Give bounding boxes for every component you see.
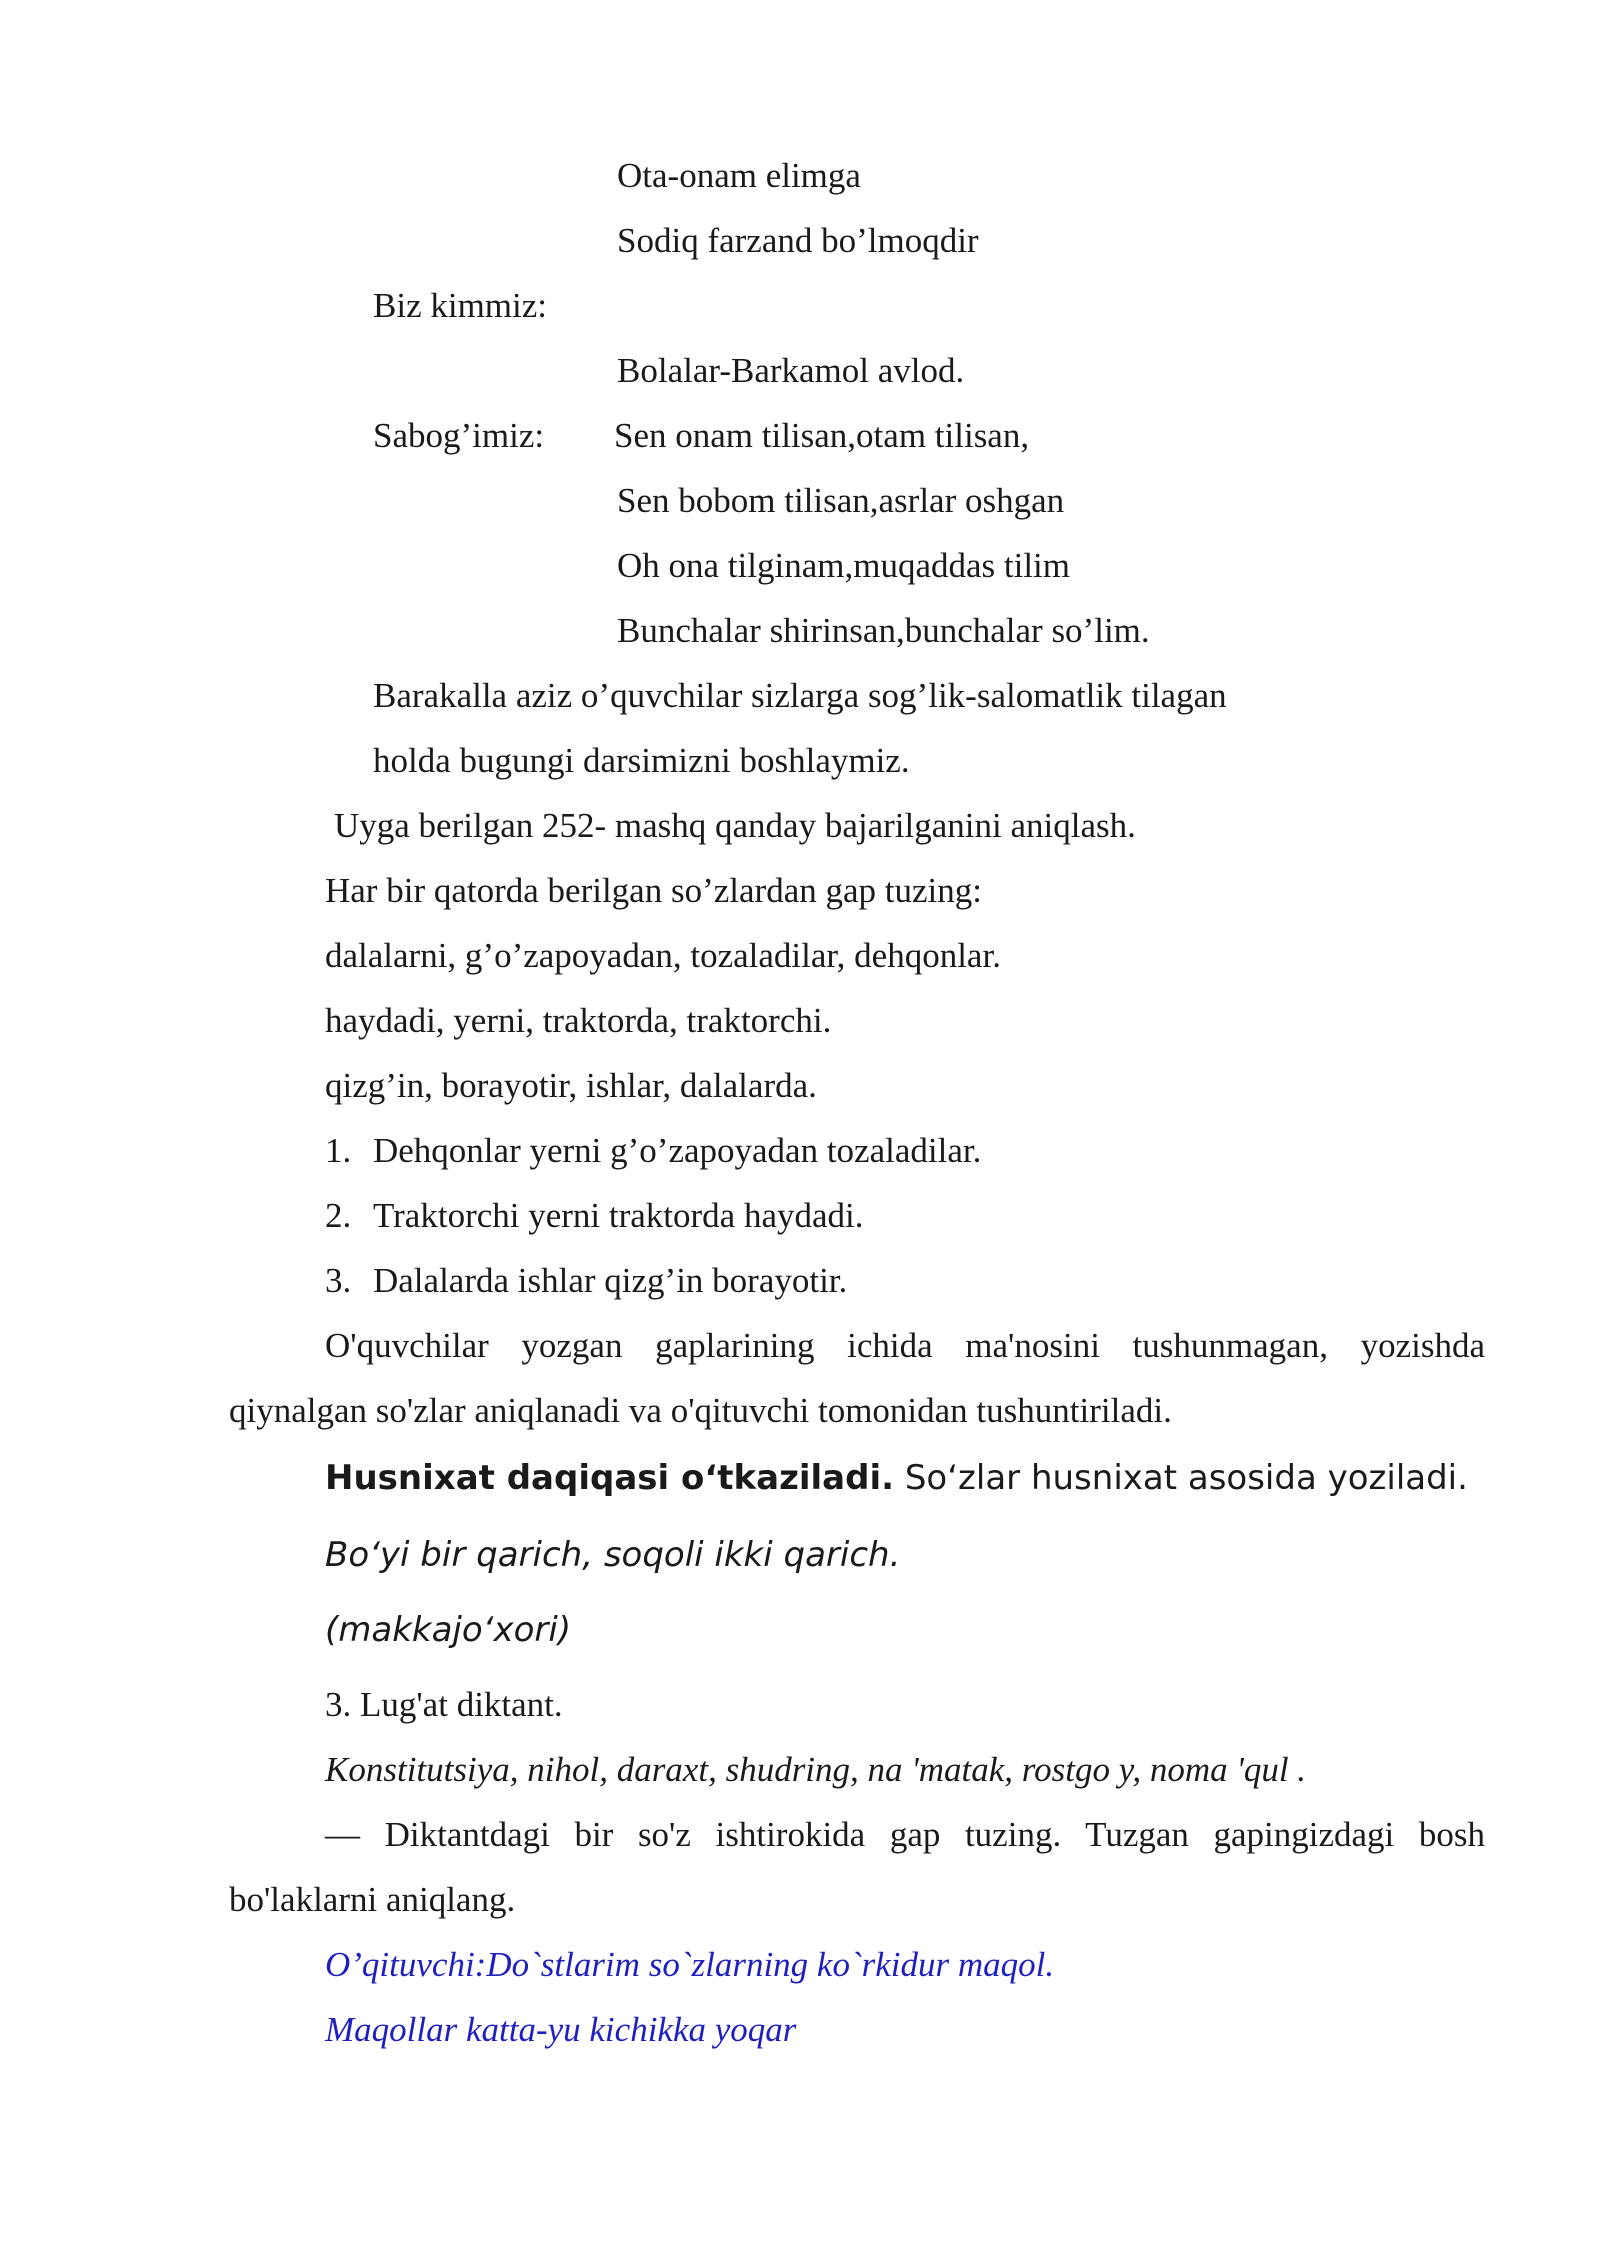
teacher-line-2: Maqollar katta-yu kichikka yoqar — [325, 2010, 797, 2049]
husnixat-heading — [325, 1456, 1468, 1500]
explanation-line-1: O'quvchilar yozgan gaplarining ichida ma'nosini tushunmagan, yozishda — [325, 1326, 1485, 1365]
sabog-label: Sabog’imiz: — [373, 416, 545, 455]
poem-line-2: Sodiq farzand bo’lmoqdir — [617, 221, 979, 260]
poem-line-1: Ota-onam elimga — [617, 156, 861, 195]
sabog-line-3: Oh ona tilginam,muqaddas tilim — [617, 546, 1071, 585]
husnixat-rest: So‘zlar husnixat asosida yoziladi. — [894, 1458, 1468, 1498]
dictation-task-line-1: — Diktantdagi bir so'z ishtirokida gap tuzing. Tuzgan gapingizdagi bosh — [325, 1815, 1485, 1854]
homework-line: Uyga berilgan 252- mashq qanday bajarilganini aniqlash. — [334, 806, 1136, 845]
task-row-3: qizg’in, borayotir, ishlar, dalalarda. — [325, 1066, 817, 1105]
answer-item-3 — [325, 1259, 847, 1303]
biz-kimmiz-answer: Bolalar-Barkamol avlod. — [617, 351, 965, 390]
answer-item-2 — [325, 1194, 864, 1238]
answer-text: Dehqonlar yerni g’o’zapoyadan tozaladilar. — [373, 1131, 982, 1170]
task-instruction: Har bir qatorda berilgan so’zlardan gap tuzing: — [325, 871, 982, 910]
dictation-words: Konstitutsiya, nihol, daraxt, shudring, na 'matak, rostgo y, noma 'qul . — [325, 1750, 1307, 1789]
task-row-1: dalalarni, g’o’zapoyadan, tozaladilar, dehqonlar. — [325, 936, 1001, 975]
dictation-task-line-2: bo'laklarni aniqlang. — [229, 1880, 516, 1919]
answer-number: 3. — [325, 1261, 352, 1300]
explanation-line-2: qiynalgan so'zlar aniqlanadi va o'qituvchi tomonidan tushuntiriladi. — [229, 1391, 1172, 1430]
dictation-title: 3. Lug'at diktant. — [325, 1685, 563, 1724]
husnixat-bold: Husnixat daqiqasi o‘tkaziladi. — [325, 1458, 895, 1498]
answer-text: Traktorchi yerni traktorda haydadi. — [373, 1196, 864, 1235]
husnixat-answer: (makkajo‘xori) — [325, 1610, 572, 1650]
sabog-line-1: Sen onam tilisan,otam tilisan, — [614, 416, 1030, 455]
task-row-2: haydadi, yerni, traktorda, traktorchi. — [325, 1001, 832, 1040]
husnixat-riddle: Bo‘yi bir qarich, soqoli ikki qarich. — [325, 1535, 901, 1575]
sabog-line-2: Sen bobom tilisan,asrlar oshgan — [617, 481, 1065, 520]
biz-kimmiz-label: Biz kimmiz: — [373, 286, 548, 325]
answer-text: Dalalarda ishlar qizg’in borayotir. — [373, 1261, 848, 1300]
answer-number: 1. — [325, 1131, 352, 1170]
sabog-line-4: Bunchalar shirinsan,bunchalar so’lim. — [617, 611, 1150, 650]
greeting-line-1: Barakalla aziz o’quvchilar sizlarga sog’lik-salomatlik tilagan — [373, 676, 1227, 715]
greeting-line-2: holda bugungi darsimizni boshlaymiz. — [373, 741, 910, 780]
answer-number: 2. — [325, 1196, 352, 1235]
answer-item-1 — [325, 1129, 981, 1173]
teacher-line-1: O’qituvchi:Do`stlarim so`zlarning ko`rkidur maqol. — [325, 1945, 1055, 1984]
